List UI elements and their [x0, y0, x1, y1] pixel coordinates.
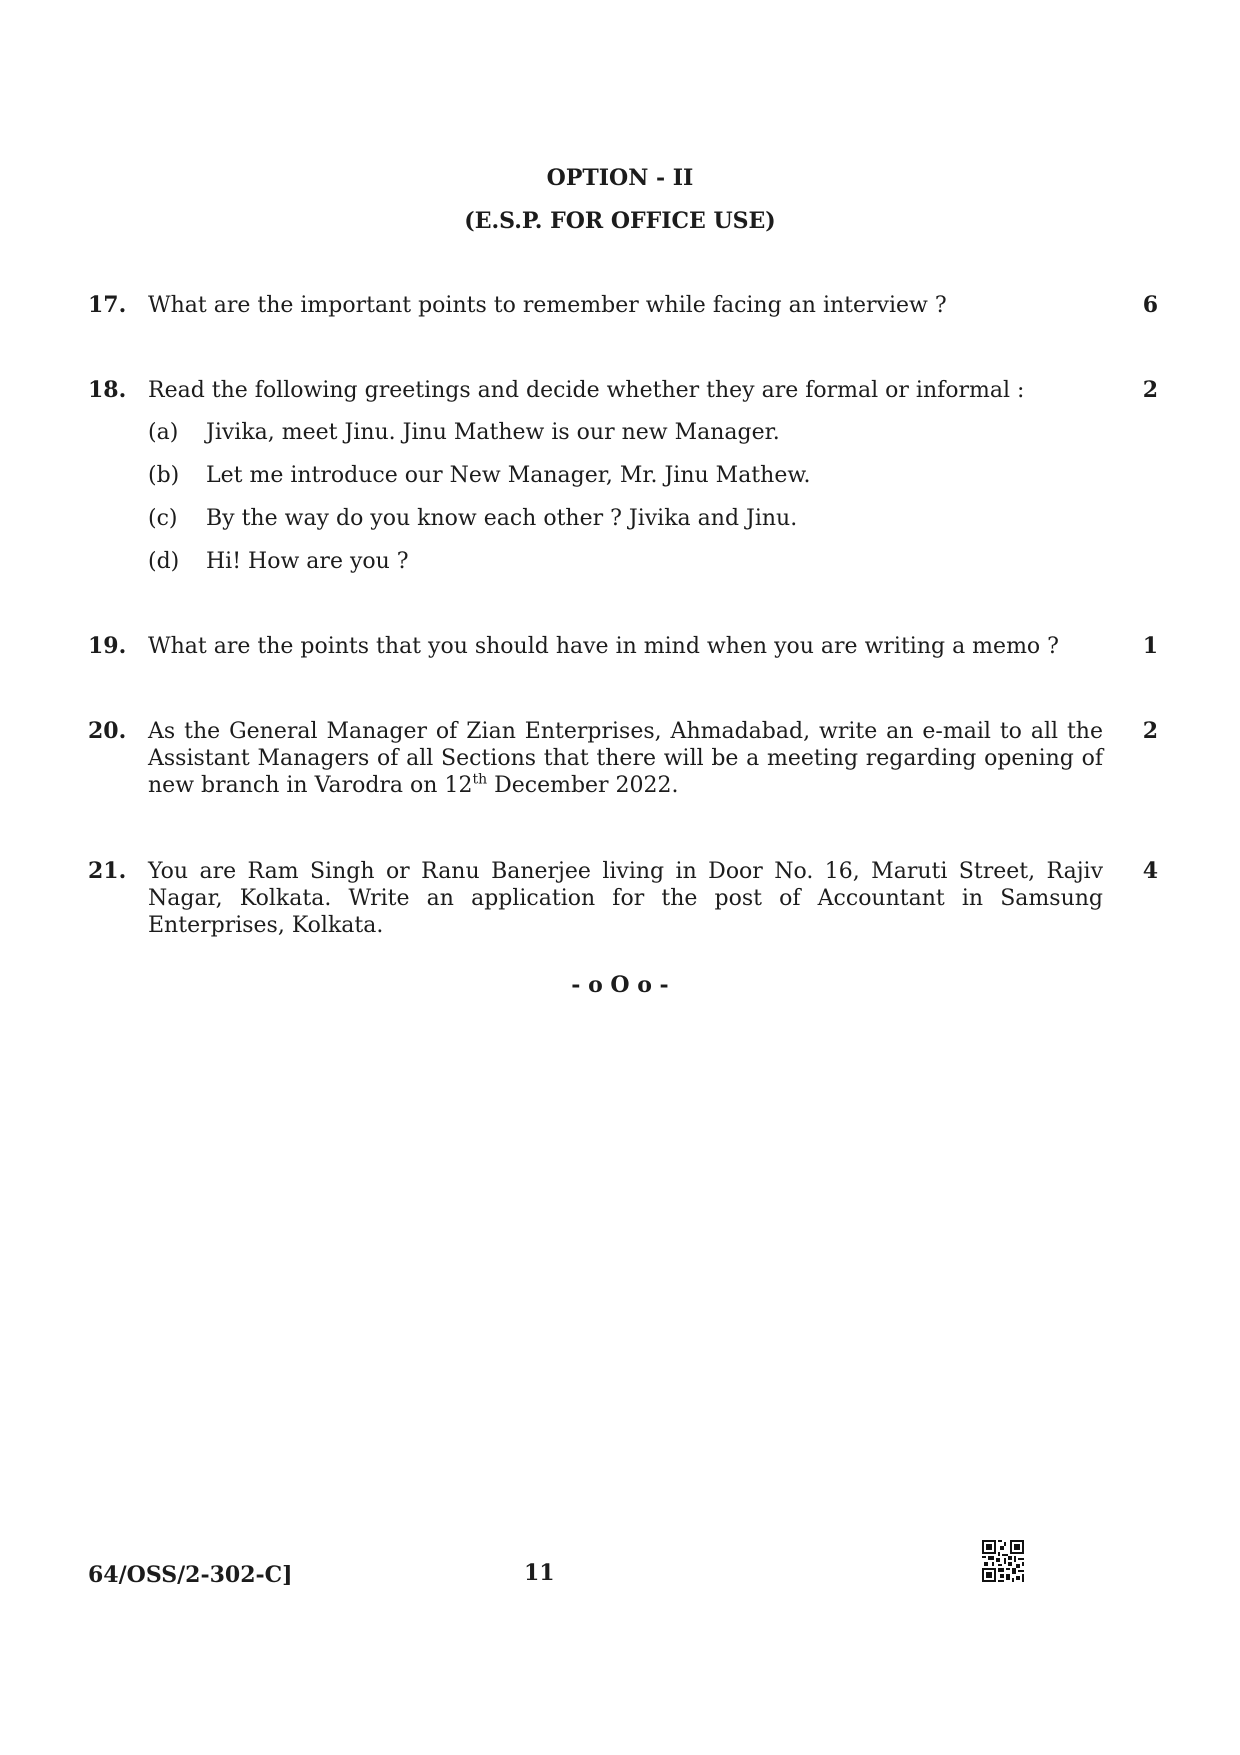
- subpart-label: (d): [148, 549, 180, 574]
- qr-code-icon: [982, 1540, 1024, 1582]
- subpart-label: (c): [148, 506, 178, 531]
- paper-code: 64/OSS/2-302-C]: [88, 1562, 293, 1588]
- question-text: What are the important points to remember while facing an interview ?: [148, 293, 947, 318]
- question-text-end: December 2022.: [487, 773, 679, 798]
- question-marks: 1: [1142, 633, 1158, 659]
- subpart-label: (a): [148, 420, 179, 445]
- ordinal-suffix: th: [472, 771, 488, 788]
- question-marks: 2: [1142, 377, 1158, 403]
- question-number: 17.: [88, 292, 127, 318]
- question-marks: 6: [1142, 292, 1158, 318]
- question-marks: 2: [1142, 718, 1158, 744]
- subpart-text: Hi! How are you ?: [206, 549, 409, 574]
- question-text: You are Ram Singh or Ranu Banerjee living in Door No. 16, Maruti Street, Rajiv Nagar, Kolkata. Write an application for the post of Accountant in Samsung Enterprises, Kolkata.: [148, 859, 1103, 938]
- section-subtitle: (E.S.P. FOR OFFICE USE): [464, 208, 776, 234]
- question-text-main: As the General Manager of Zian Enterprises, Ahmadabad, write an e-mail to all the Assistant Managers of all Sections that there will be a meeting regarding opening of new branch in Varodra on 12: [148, 719, 1103, 798]
- page-number: 11: [524, 1560, 555, 1586]
- end-of-paper-marker: - o O o -: [571, 972, 669, 998]
- question-marks: 4: [1142, 858, 1158, 884]
- question-text: Read the following greetings and decide whether they are formal or informal :: [148, 378, 1025, 403]
- question-text: [148, 718, 1103, 799]
- question-text: What are the points that you should have in mind when you are writing a memo ?: [148, 634, 1059, 659]
- subpart-text: By the way do you know each other ? Jivika and Jinu.: [206, 506, 798, 531]
- subpart-text: Jivika, meet Jinu. Jinu Mathew is our new Manager.: [206, 420, 780, 445]
- question-number: 21.: [88, 858, 127, 884]
- subpart-label: (b): [148, 463, 180, 488]
- option-heading: OPTION - II: [546, 165, 694, 191]
- question-number: 20.: [88, 718, 127, 744]
- subpart-text: Let me introduce our New Manager, Mr. Jinu Mathew.: [206, 463, 811, 488]
- question-number: 19.: [88, 633, 127, 659]
- question-number: 18.: [88, 377, 127, 403]
